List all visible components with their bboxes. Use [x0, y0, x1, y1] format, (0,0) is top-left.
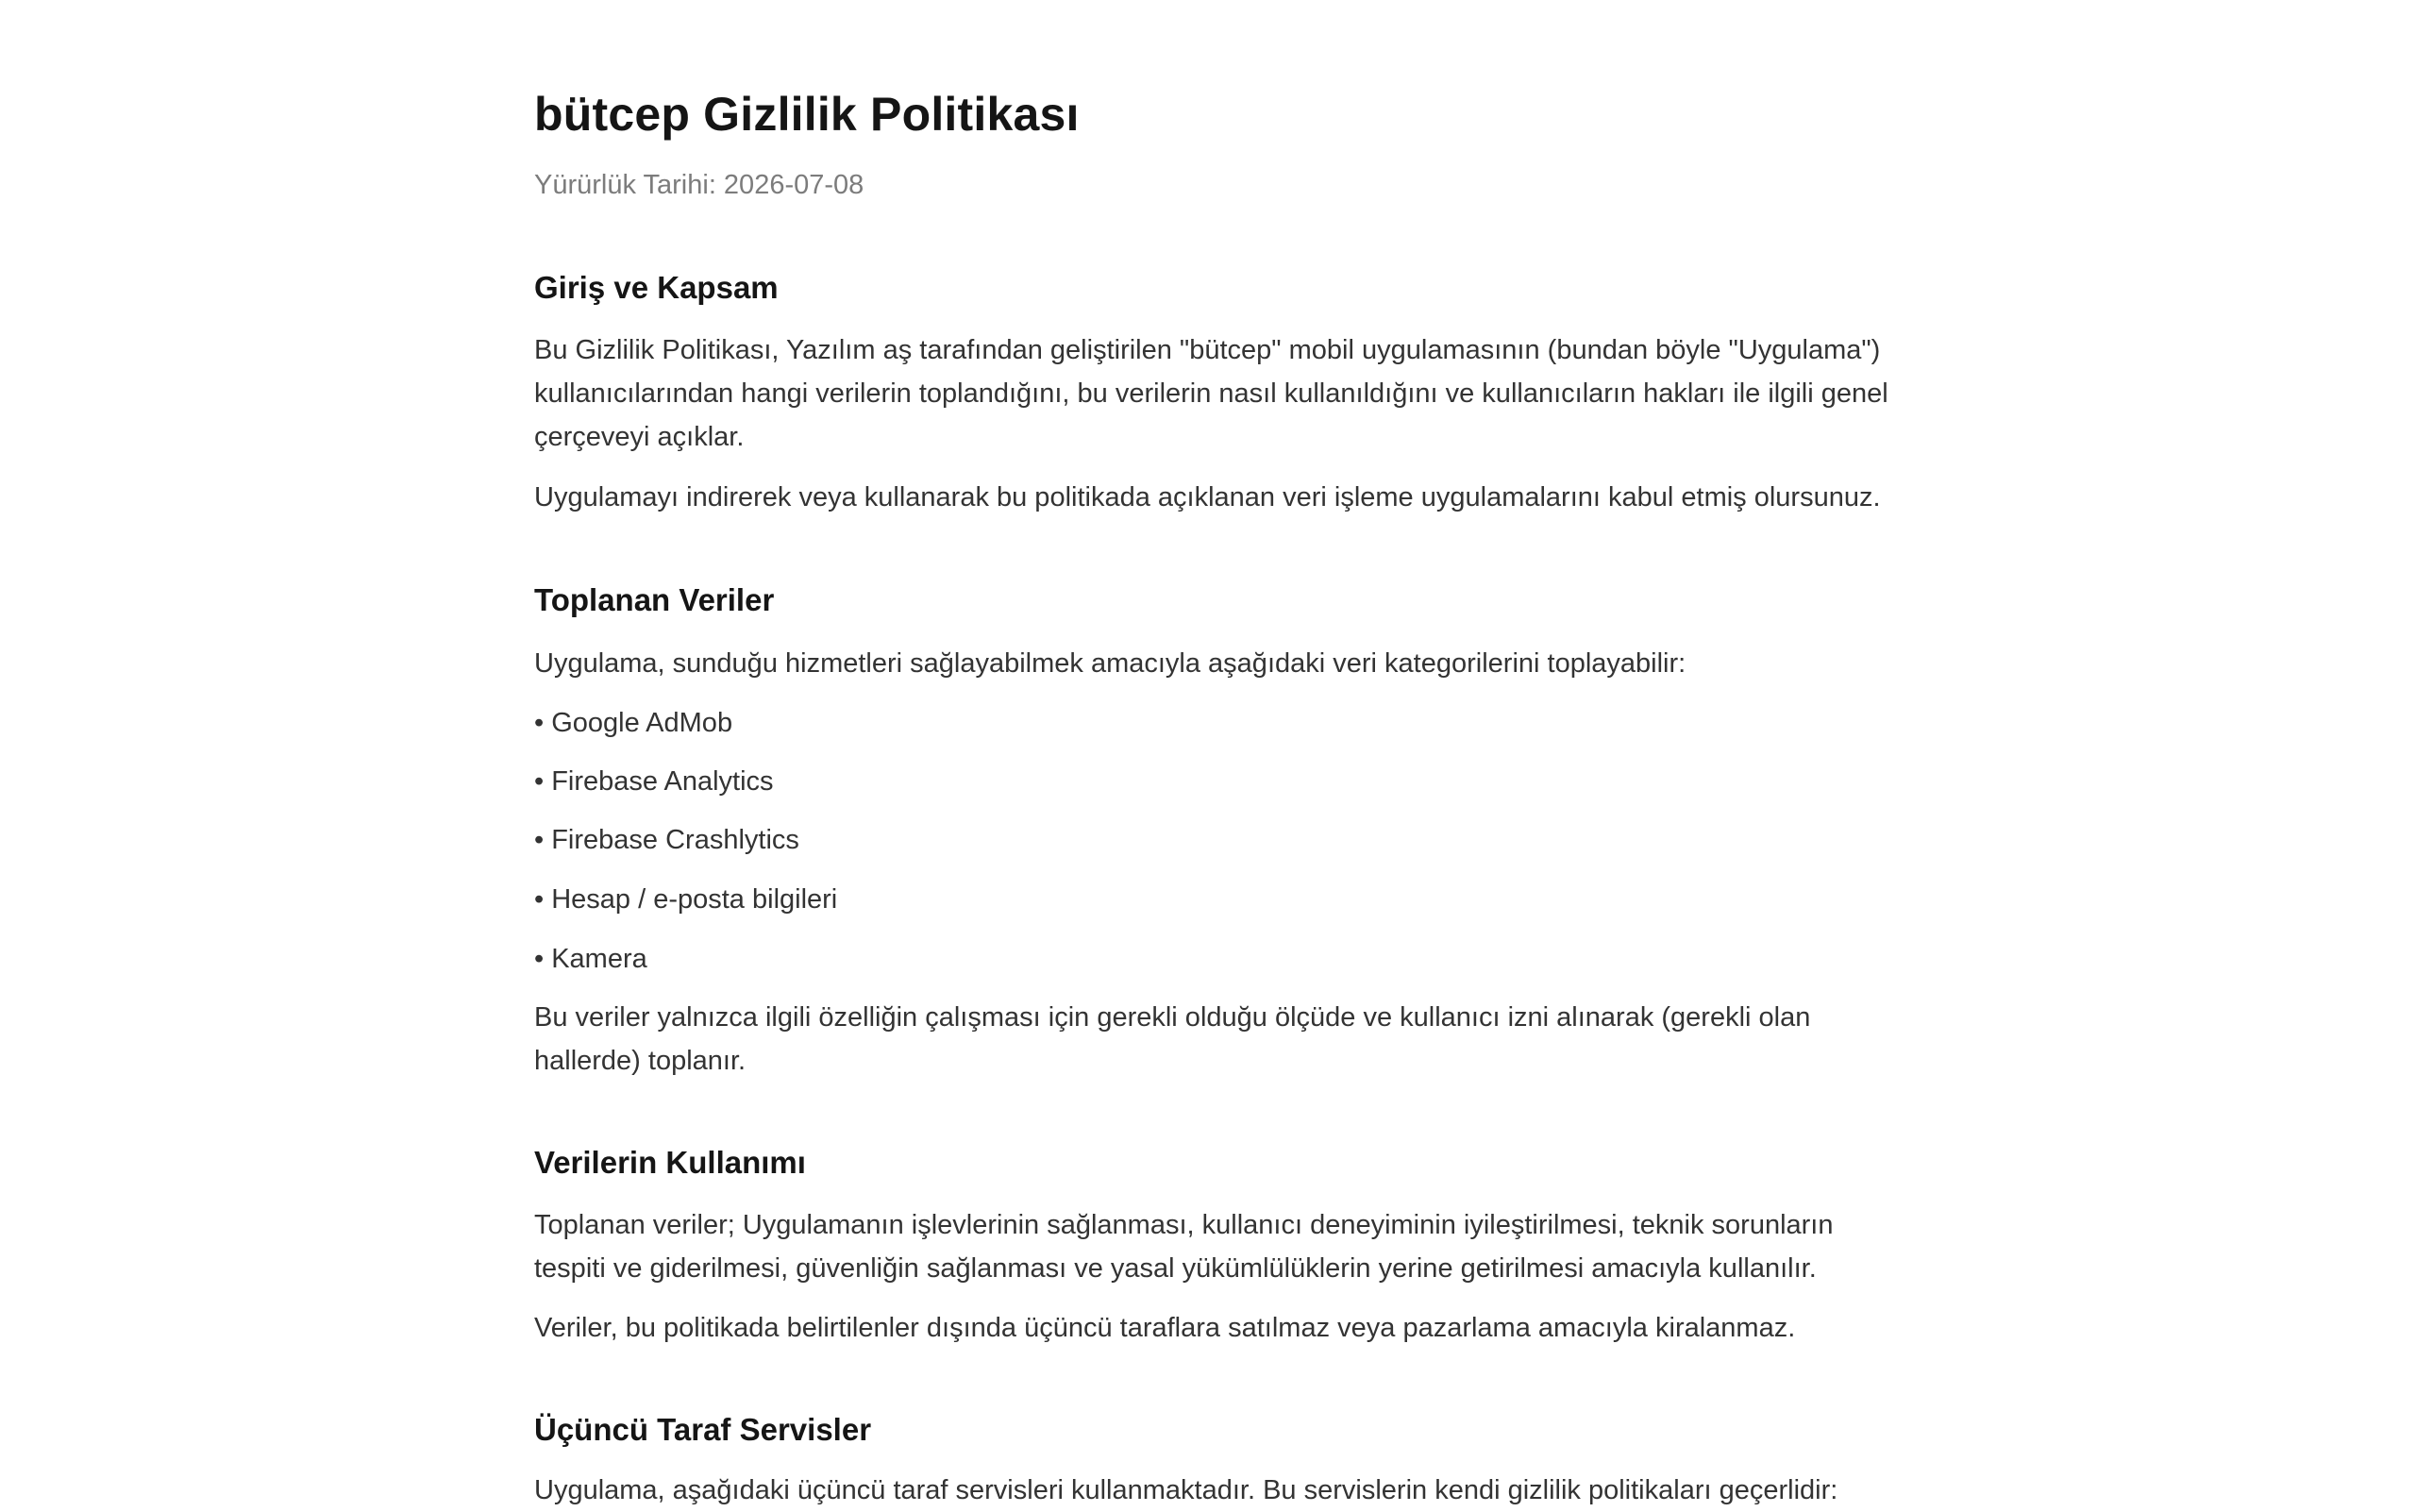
list-item: • Firebase Analytics — [534, 766, 774, 797]
list-item: • Google AdMob — [534, 708, 733, 738]
collected-data-intro: Uygulama, sunduğu hizmetleri sağlayabilmek amacıyla aşağıdaki veri kategorilerini toplayabilir: — [534, 648, 1686, 679]
section-heading-scope: Giriş ve Kapsam — [534, 270, 779, 305]
section-heading-data-usage: Verilerin Kullanımı — [534, 1145, 806, 1180]
data-usage-paragraph-1: Toplanan veriler; Uygulamanın işlevlerinin sağlanması, kullanıcı deneyiminin iyileştirilmesi, teknik sorunların tespiti ve giderilmesi, güvenliğin sağlanması ve yasal yükümlülüklerin yerine getirilmesi amacıyla kullanılır. — [534, 1210, 1834, 1284]
list-item: • Kamera — [534, 944, 647, 974]
page-title: bütcep Gizlilik Politikası — [534, 88, 1080, 141]
list-item: • Firebase Crashlytics — [534, 825, 799, 855]
data-usage-paragraph-2: Veriler, bu politikada belirtilenler dışında üçüncü taraflara satılmaz veya pazarlama amacıyla kiralanmaz. — [534, 1313, 1796, 1343]
scope-paragraph-1: Bu Gizlilik Politikası, Yazılım aş tarafından geliştirilen "bütcep" mobil uygulamasının (bundan böyle "Uygulama") kullanıcılarından hangi verilerin toplandığını, bu verilerin nasıl kullanıldığını ve kullanıcıların hakları ile ilgili genel çerçeveyi açıklar. — [534, 335, 1888, 452]
scope-paragraph-2: Uygulamayı indirerek veya kullanarak bu politikada açıklanan veri işleme uygulamalarını kabul etmiş olursunuz. — [534, 482, 1881, 512]
collected-data-outro: Bu veriler yalnızca ilgili özelliğin çalışması için gerekli olduğu ölçüde ve kullanıcı izni alınarak (gerekli olan hallerde) toplanır. — [534, 1002, 1811, 1076]
section-heading-third-party: Üçüncü Taraf Servisler — [534, 1412, 872, 1447]
list-item: • Hesap / e-posta bilgileri — [534, 884, 838, 915]
effective-date: Yürürlük Tarihi: 2026-07-08 — [534, 170, 864, 200]
third-party-paragraph-1: Uygulama, aşağıdaki üçüncü taraf servisleri kullanmaktadır. Bu servislerin kendi gizlilik politikaları geçerlidir: — [534, 1475, 1838, 1505]
section-heading-collected-data: Toplanan Veriler — [534, 582, 775, 617]
